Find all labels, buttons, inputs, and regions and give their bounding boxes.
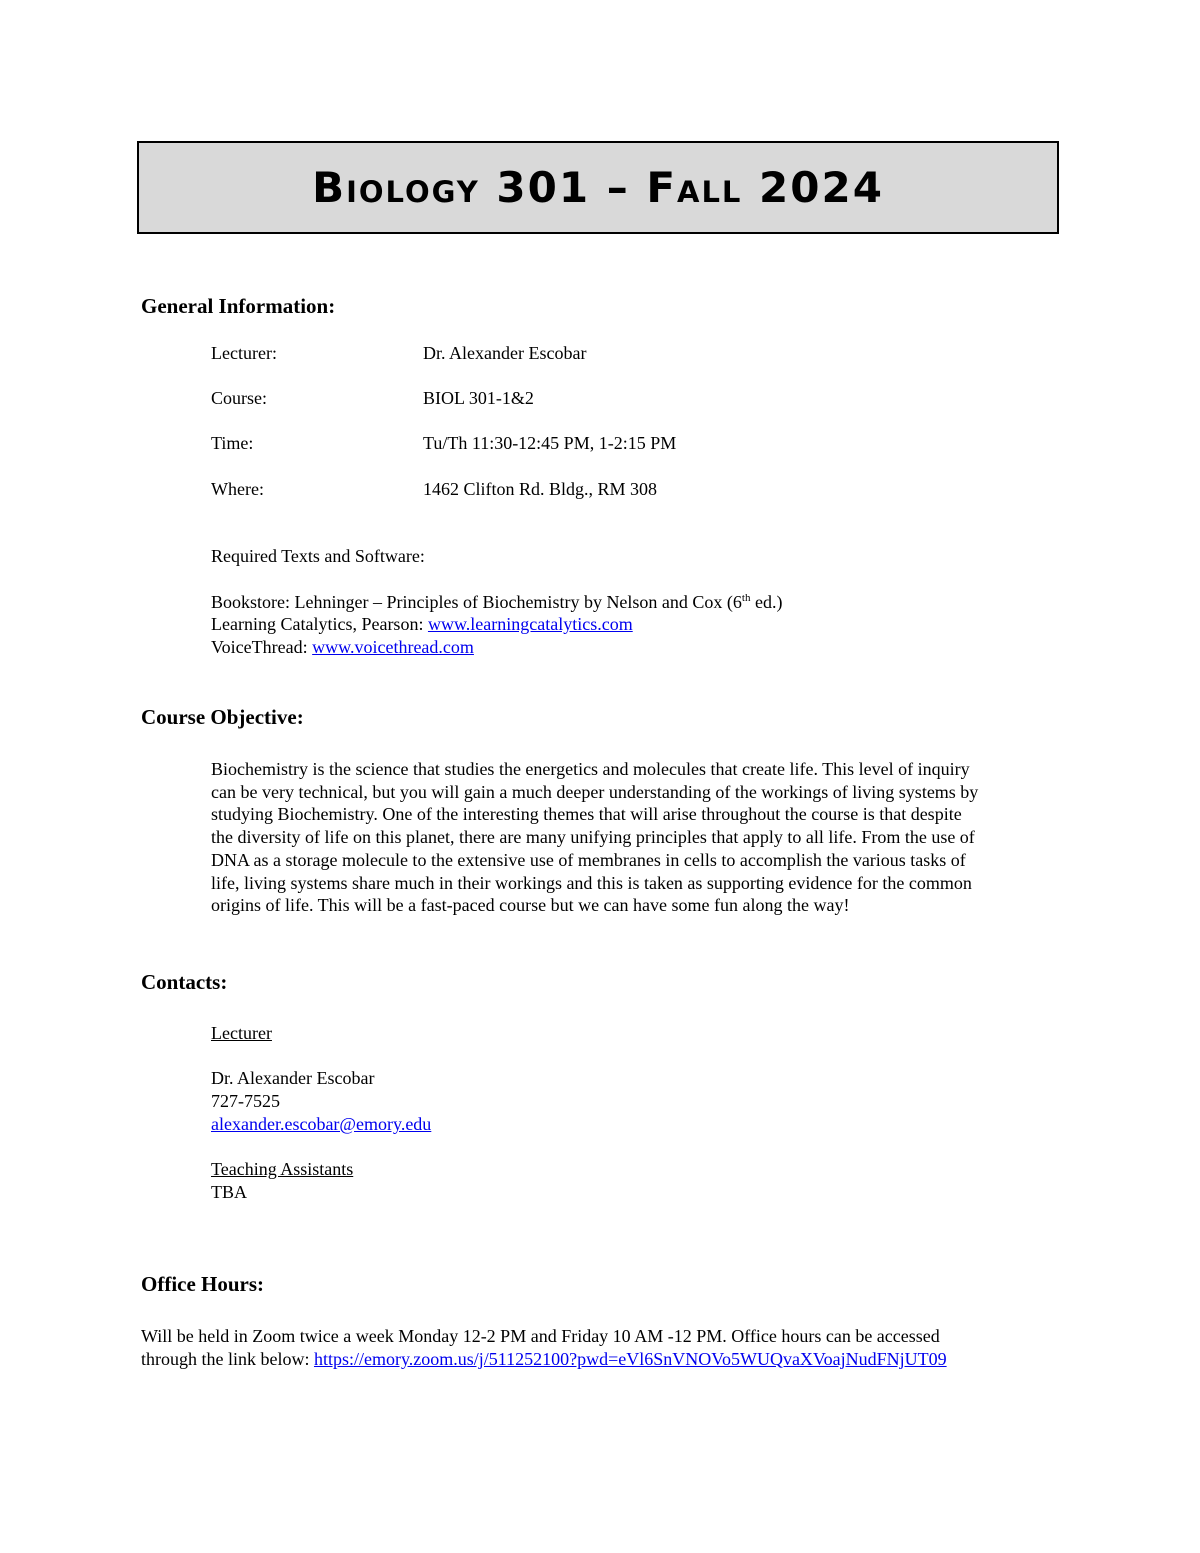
objective-line: can be very technical, but you will gain a much deeper understanding of the workings of living systems by (211, 781, 979, 802)
lecturer-email-line (211, 1114, 431, 1135)
lecturer-label: Lecturer: (211, 343, 277, 363)
general-info-heading: General Information: (141, 294, 336, 318)
required-texts-heading: Required Texts and Software: (211, 546, 425, 566)
office-hours-link-prefix: through the link below: (141, 1348, 314, 1369)
course-objective-paragraph (211, 758, 1061, 917)
time-label: Time: (211, 433, 254, 453)
office-hours-link-line (141, 1348, 1041, 1371)
objective-line: Biochemistry is the science that studies the energetics and molecules that create life. This level of inquiry (211, 759, 970, 779)
course-label: Course: (211, 388, 267, 408)
office-hours-heading: Office Hours: (141, 1272, 265, 1296)
objective-line: origins of life. This will be a fast-paced course but we can have some fun along the way! (211, 895, 850, 916)
course-objective-heading: Course Objective: (141, 705, 304, 729)
lecturer-value: Dr. Alexander Escobar (423, 343, 587, 363)
page-title: Biology 301 – Fall 2024 (312, 163, 884, 212)
bookstore-text: Bookstore: Lehninger – Principles of Biochemistry by Nelson and Cox (6 (211, 592, 742, 612)
course-value: BIOL 301-1&2 (423, 388, 534, 408)
bookstore-line (211, 592, 782, 613)
objective-line: DNA as a storage molecule to the extensive use of membranes in cells to accomplish the various tasks of (211, 849, 966, 870)
contacts-heading: Contacts: (141, 970, 228, 994)
bookstore-suffix: ed.) (750, 592, 783, 612)
lecturer-contact-label: Lecturer (211, 1023, 272, 1043)
ta-value: TBA (211, 1182, 247, 1202)
voicethread-label: VoiceThread: (211, 637, 313, 657)
objective-line: studying Biochemistry. One of the interesting themes that will arise throughout the course is that despite (211, 804, 962, 825)
zoom-link[interactable]: https://emory.zoom.us/j/511252100?pwd=eVl6SnVNOVo5WUQvaXVoajNudFNjUT09 (313, 1348, 947, 1369)
title-banner (137, 141, 1059, 234)
edition-superscript: th (741, 592, 751, 604)
voicethread-line (211, 637, 474, 658)
where-label: Where: (211, 479, 264, 499)
office-hours-line: Will be held in Zoom twice a week Monday 12-2 PM and Friday 10 AM -12 PM. Office hours can be accessed (141, 1326, 940, 1346)
voicethread-link[interactable]: www.voicethread.com (312, 637, 474, 657)
lecturer-contact-phone: 727-7525 (211, 1091, 280, 1111)
office-hours-paragraph (141, 1325, 1041, 1370)
lecturer-contact-name: Dr. Alexander Escobar (211, 1068, 375, 1088)
learning-catalytics-label: Learning Catalytics, Pearson: (211, 614, 428, 634)
time-value: Tu/Th 11:30-12:45 PM, 1-2:15 PM (423, 433, 677, 453)
learning-catalytics-link[interactable]: www.learningcatalytics.com (427, 614, 633, 634)
lecturer-email-link[interactable]: alexander.escobar@emory.edu (211, 1114, 432, 1134)
learning-catalytics-line (211, 614, 633, 635)
objective-line: the diversity of life on this planet, there are many unifying principles that apply to all life. From the use of (211, 827, 975, 848)
objective-line: life, living systems share much in their workings and this is taken as supporting evidence for the common (211, 872, 972, 893)
where-value: 1462 Clifton Rd. Bldg., RM 308 (423, 479, 658, 499)
ta-label: Teaching Assistants (211, 1159, 354, 1179)
